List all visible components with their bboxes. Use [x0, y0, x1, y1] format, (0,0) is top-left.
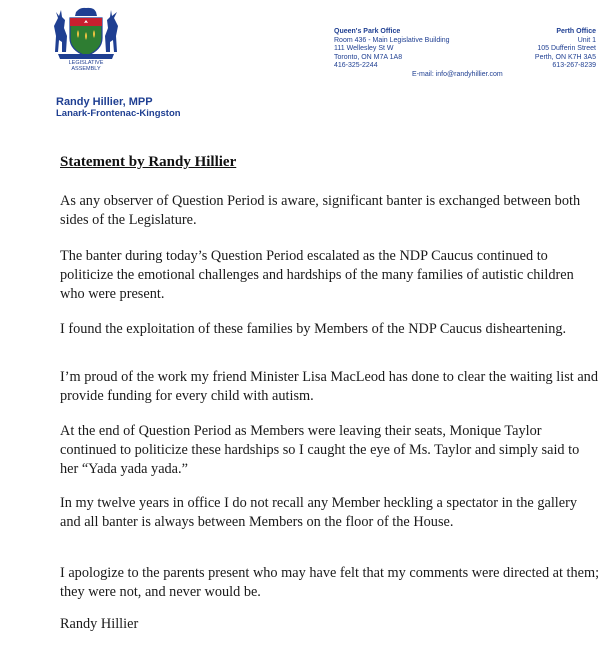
crest-caption: Ontario LEGISLATIVE ASSEMBLY [68, 54, 104, 73]
statement-paragraph: The banter during today’s Question Period escalated as the NDP Caucus continued to politicize the emotional challenges and hardships of the many families of autistic children who were present. [60, 248, 574, 302]
statement-heading: Statement by Randy Hillier [60, 154, 237, 170]
perth-office-address: Perth Office Unit 1 105 Dufferin Street Perth, ON K7H 3A5 613-267-8239 [534, 28, 596, 70]
statement-paragraph: At the end of Question Period as Members were leaving their seats, Monique Taylor continued to politicize these hardships so I caught the eye of Ms. Taylor and simply said to her “Yada yada yada.” [60, 423, 580, 477]
riding-name: Lanark-Frontenac-Kingston [56, 108, 181, 119]
statement-signoff: Randy Hillier [60, 616, 139, 632]
mpp-signature-block [56, 96, 181, 119]
statement-paragraph: In my twelve years in office I do not recall any Member heckling a spectator in the gallery and all banter is always between Members on the floor of the House. [60, 495, 578, 530]
statement-paragraph: As any observer of Question Period is aware, significant banter is exchanged between both sides of the Legislature. [60, 193, 581, 228]
moose-supporter-icon [105, 10, 118, 52]
statement-paragraph: I found the exploitation of these families by Members of the NDP Caucus disheartening. [60, 321, 567, 337]
mpp-name: Randy Hillier, MPP [56, 96, 153, 108]
queens-park-office-address: Queen's Park Office Room 436 - Main Legislative Building 111 Wellesley St W Toronto, ON M7A 1A8 416-325-2244 [334, 28, 450, 70]
email-address: E-mail: info@randyhillier.com [412, 71, 503, 79]
statement-paragraph: I’m proud of the work my friend Minister Lisa MacLeod has done to clear the waiting list and provide funding for every child with autism. [60, 369, 598, 404]
bear-crest-icon [75, 8, 97, 16]
deer-supporter-icon [54, 10, 67, 52]
statement-paragraph: I apologize to the parents present who may have felt that my comments were directed at them; they were not, and never would be. [60, 565, 600, 600]
